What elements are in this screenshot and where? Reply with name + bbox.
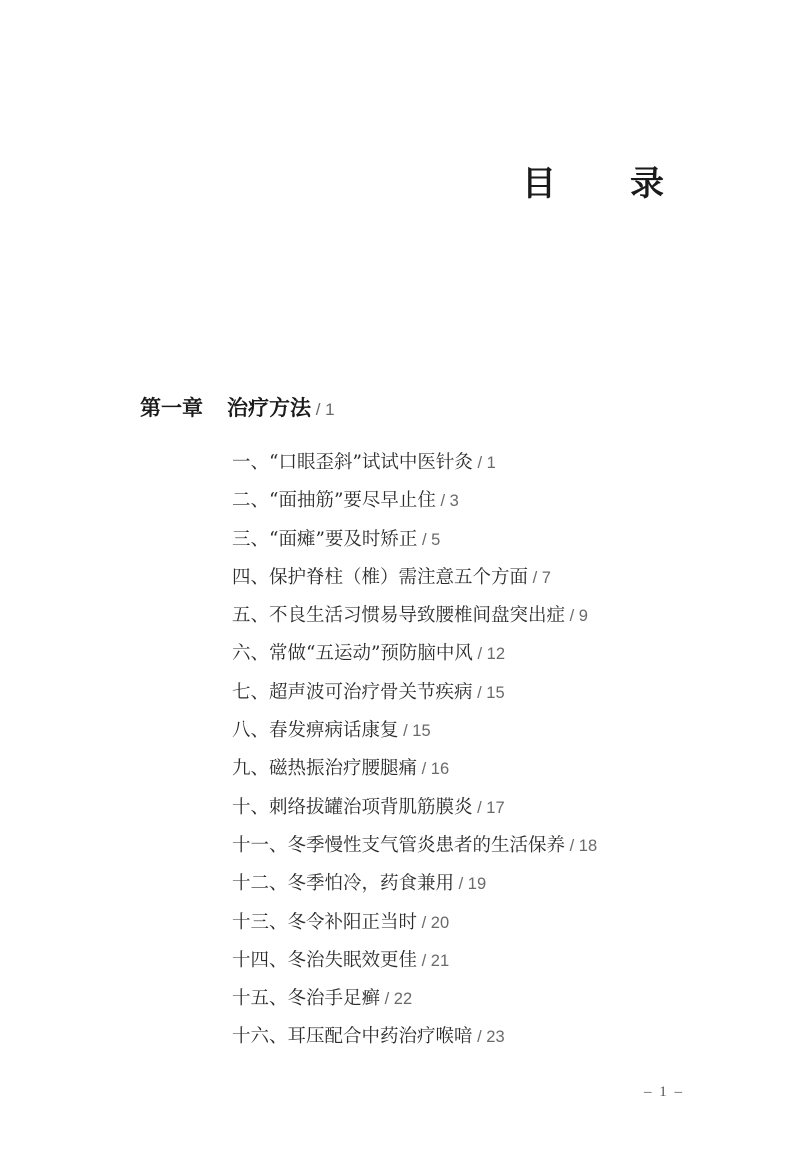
toc-entry-page-ref: / 18 <box>565 836 598 855</box>
toc-entry-page-ref: / 19 <box>454 875 487 894</box>
toc-entry <box>232 485 597 523</box>
toc-entry-page-ref: / 16 <box>417 760 450 779</box>
toc-entry <box>232 715 597 753</box>
toc-entry <box>232 945 597 983</box>
toc-entry-page-ref: / 23 <box>472 1028 505 1047</box>
toc-entry-page-ref: / 15 <box>472 683 505 702</box>
toc-entry-title: 一、“口眼歪斜”试试中医针灸 <box>232 452 473 473</box>
toc-entry-page-ref: / 9 <box>565 607 588 626</box>
page-title: 目 录 <box>522 164 684 204</box>
toc-entry-page-ref: / 21 <box>417 951 450 970</box>
toc-entry <box>232 677 597 715</box>
chapter-page-ref: / 1 <box>311 400 335 419</box>
toc-entry-title: 四、保护脊柱（椎）需注意五个方面 <box>232 566 529 588</box>
toc-entry <box>232 753 597 791</box>
toc-entry-page-ref: / 15 <box>398 722 431 741</box>
toc-entry-title: 五、不良生活习惯易导致腰椎间盘突出症 <box>232 605 566 627</box>
toc-entry-page-ref: / 3 <box>435 492 459 511</box>
toc-list <box>232 447 597 1060</box>
toc-entry-page-ref: / 12 <box>472 645 506 664</box>
toc-entry-title: 十六、耳压配合中药治疗喉喑 <box>232 1026 473 1048</box>
toc-entry-title: 十二、冬季怕冷，药食兼用 <box>232 873 455 895</box>
toc-entry-title: 六、常做“五运动”预防脑中风 <box>232 643 473 665</box>
toc-entry-page-ref: / 17 <box>472 798 505 817</box>
page-number: – 1 – <box>644 1084 684 1100</box>
toc-entry <box>232 1021 597 1059</box>
toc-entry-title: 十三、冬令补阳正当时 <box>232 911 418 933</box>
toc-entry <box>232 907 597 945</box>
toc-entry-title: 二、“面抽筋”要尽早止住 <box>232 490 436 512</box>
toc-entry-title: 三、“面瘫”要及时矫正 <box>232 528 418 550</box>
toc-entry-title: 十一、冬季慢性支气管炎患者的生活保养 <box>232 834 566 856</box>
toc-entry <box>232 447 597 485</box>
toc-entry-page-ref: / 22 <box>380 990 413 1009</box>
chapter-title: 治疗方法 <box>227 396 311 420</box>
toc-entry-title: 九、磁热振治疗腰腿痛 <box>232 758 418 780</box>
toc-entry <box>232 868 597 906</box>
chapter-label: 第一章 <box>140 396 203 420</box>
toc-entry <box>232 600 597 638</box>
toc-entry-page-ref: / 7 <box>528 568 551 587</box>
toc-entry <box>232 983 597 1021</box>
toc-entry <box>232 830 597 868</box>
toc-entry <box>232 524 597 562</box>
toc-entry-page-ref: / 1 <box>472 454 496 472</box>
chapter-heading <box>140 390 335 428</box>
toc-entry <box>232 792 597 830</box>
toc-entry-title: 十、刺络拔罐治项背肌筋膜炎 <box>232 796 473 818</box>
toc-entry <box>232 638 597 676</box>
toc-entry-title: 十五、冬治手足癣 <box>232 988 381 1010</box>
toc-entry-page-ref: / 20 <box>417 913 450 932</box>
toc-entry-title: 八、春发痹病话康复 <box>232 720 399 742</box>
toc-entry <box>232 562 597 600</box>
toc-entry-title: 十四、冬治失眠效更佳 <box>232 949 418 971</box>
toc-entry-title: 七、超声波可治疗骨关节疾病 <box>232 681 473 703</box>
toc-entry-page-ref: / 5 <box>417 530 441 549</box>
